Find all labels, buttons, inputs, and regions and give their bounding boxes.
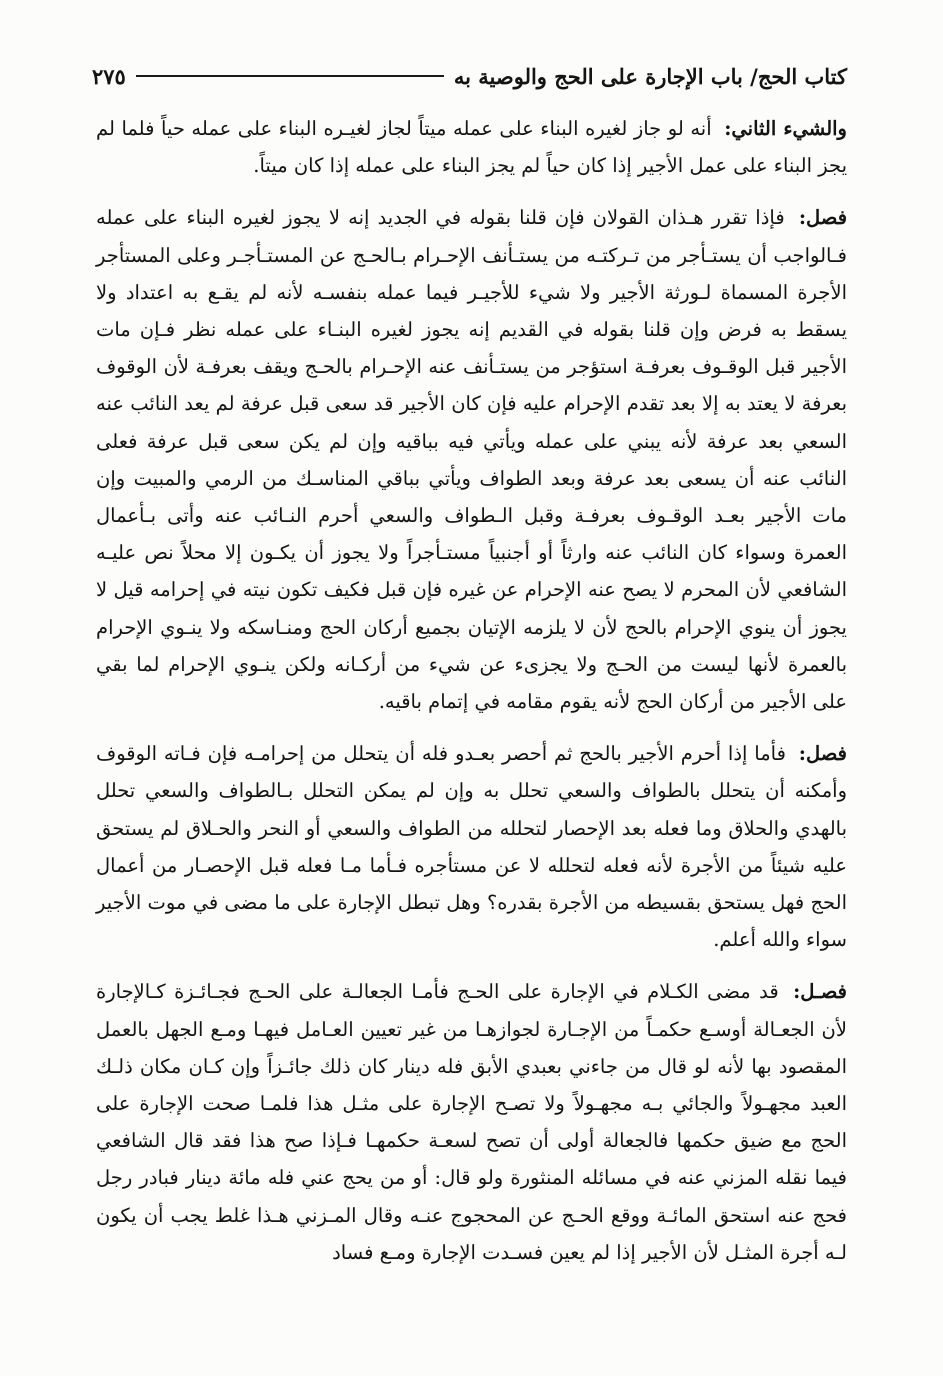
paragraph-lead: فصل:	[798, 742, 847, 766]
running-title: كتاب الحج/ باب الإجارة على الحج والوصية به	[453, 63, 847, 89]
paragraph-text: أنه لو جاز لغيره البناء على عمله ميتاً لجاز لغيـره البناء على عمله حياً فلما لم يجز البناء على عمل الأجير إذا كان حياً لم يجز البناء على عمله إذا كان ميتاً.	[96, 117, 847, 178]
paragraph-text: قد مضى الكـلام في الإجارة على الحـج فأمـا الجعالـة على الحـج فجـائـزة كـالإجارة لأن الجعـالة أوسـع حكمـاً من الإجـارة لجوازهـا من غير تعيين العـامل فيهـا ومـع الجهل بالعمل المقصود بها لأنه لو قال من جاءني بعبدي الأبق فله دينار كان ذلك جائـزاً وإن كـان مكان ذلـك العبد مجهـولاً والجائي بـه مجهـولاً ولا تصـح الإجارة على مثـل هذا فلمـا صحت الإجارة على الحج مع ضيق حكمها فالجعالة أولى أن تصح لسعـة حكمهـا فـإذا صح هذا فقد قال الشافعي فيما نقله المزني عنه في مسائله المنثورة ولو قال: أو من يحج عني فله مائة دينار فبادر رجل فحج عنه استحق المائـة ووقع الحـج عن المحجوج عنـه وقال المـزني هـذا غلط يجب أن يكون لـه أجرة المثـل لأن الأجير إذا لم يعين فسـدت الإجارة ومـع فساد	[96, 980, 847, 1264]
paragraph-lead: فصـل:	[793, 980, 848, 1004]
header-rule	[136, 75, 444, 77]
paragraph-second-point	[96, 110, 847, 184]
paragraph-text: فأما إذا أحرم الأجير بالحج ثم أحصر بعـدو فله أن يتحلل من إحرامـه فإن فـاته الوقوف وأمكنه أن يتحلل بالطواف والسعي تحلل به وإن لم يمكن التحلل بـالطواف والسعي تحلل بالهدي والحلاق وما فعله بعد الإحصار لتحلله من الطواف والسعي أو النحر والحـلاق لم يستحق عليه شيئاً من الأجرة لأنه فعله لتحلله لا عن مستأجره فـأما مـا فعله قبل الإحصـار من أعمال الحج فهل يستحق بقسيطه من الأجرة بقدره؟ وهل تبطل الإجارة على ما مضى في موت الأجير سواء والله أعلم.	[96, 742, 847, 952]
page-header	[92, 56, 847, 96]
paragraph-lead: والشيء الثاني:	[724, 117, 847, 140]
page-number: ٢٧٥	[92, 63, 126, 89]
paragraph-section	[96, 199, 847, 720]
paragraph-section	[96, 735, 847, 958]
paragraph-text: فإذا تقرر هـذان القولان فإن قلنا بقوله في الجديد إنه لا يجوز لغيره البناء على عمله فـالواجب أن يستـأجر من تـركتـه من يستـأنف الإحـرام بـالحـج عن المستـأجـر وعلى المستأجر الأجرة المسماة لـورثة الأجير ولا شيء للأجيـر فيما عمله بنفسـه لأنه لم يقـع به اعتداد ولا يسقط به فرض وإن قلنا بقوله في القديم إنه يجوز لغيره البنـاء على عمله نظر فـإن مات الأجير قبل الوقـوف بعرفـة استؤجر من يستـأنف عنه الإحـرام بالحـج ويقف بعرفـة لأن الوقوف بعرفة لا يعتد به إلا بعد تقدم الإحرام عليه فإن كان الأجير قد سعى قبل عرفة لم يعد النائب عنه السعي بعد عرفة لأنه يبني على عمله ويأتي فيه بباقيه وإن لم يكن سعى قبل عرفة فعلى النائب عنه أن يسعى بعد عرفة وبعد الطواف ويأتي بباقي المناسـك من الرمي والمبيت وإن مات الأجير بعـد الوقـوف بعرفـة وقبل الـطواف والسعي أحرم النـائب عنه وأتى بـأعمال العمرة وسواء كان النائب عنه وارثاً أو أجنبياً مستـأجراً ولا يجوز أن يكـون إلا محلاً نص عليـه الشافعي لأن المحرم لا يصح عنه الإحرام عن غيره فإن قبل فكيف تكون نيته في إحرامه قيل لا يجوز أن ينوي الإحرام بالحج لأن لا يلزمه الإتيان بجميع أركان الحج ومنـاسكه ولا ينـوي الإحرام بالعمرة لأنها ليست من الحـج ولا يجزىء عن شيء من أركـانه ولكن ينـوي الإحرام لما بقي على الأجير من أركان الحج لأنه يقوم مقامه في إتمام باقيه.	[96, 206, 847, 714]
page-body	[96, 110, 847, 1286]
paragraph-lead: فصل:	[798, 206, 848, 230]
paragraph-section	[96, 973, 847, 1271]
